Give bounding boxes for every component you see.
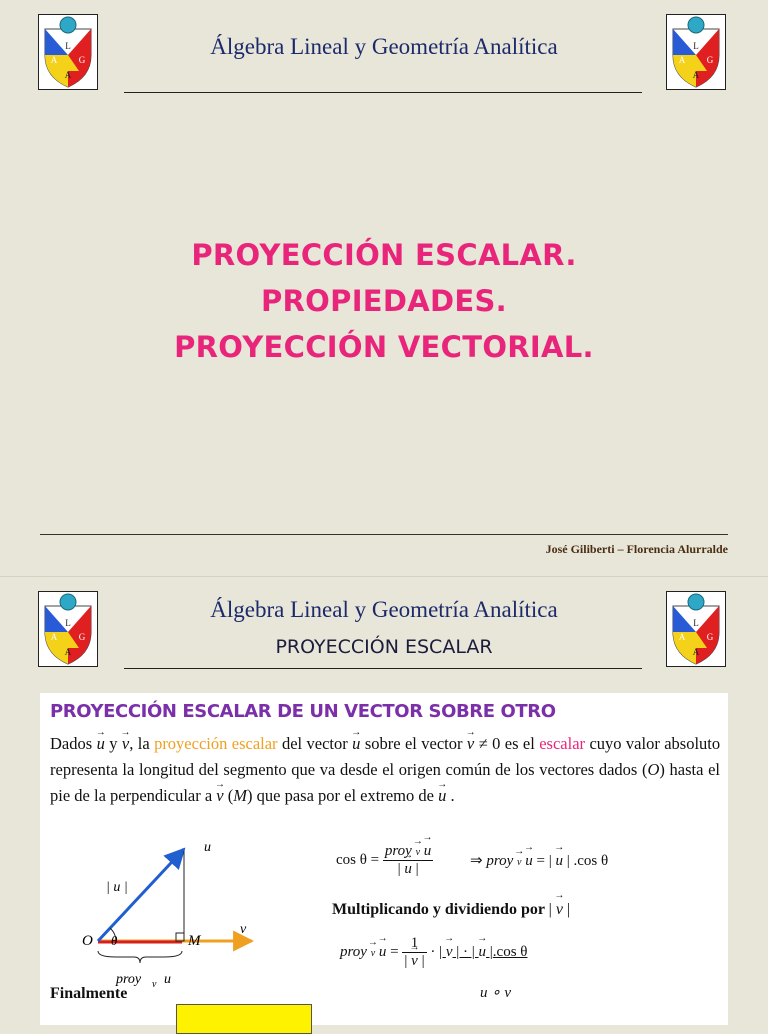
- proy-text: proy: [486, 853, 514, 869]
- vector-u-arrow: [98, 849, 184, 941]
- fraction: $\frac{\text{proy → v → u}}{| \to u |}$: [383, 843, 433, 878]
- result-highlight-box: [176, 1004, 312, 1034]
- projection-diagram: [76, 839, 306, 999]
- formula-cos: [336, 843, 433, 878]
- para-text: sobre el vector: [364, 734, 463, 753]
- authors: José Giliberti – Florencia Alurralde: [545, 542, 728, 556]
- para-text: cuyo valor absoluto representa la longitud del segmento que va desde el origen común de los vectores dados (: [50, 734, 721, 779]
- vector-v: → v: [467, 731, 474, 757]
- not-zero-vector: ≠ 0: [478, 734, 501, 753]
- v-label: v: [240, 922, 247, 937]
- proy-label: proy: [116, 972, 142, 987]
- logo-letter-a1: A: [678, 632, 686, 642]
- vector-v: → v: [216, 783, 223, 809]
- cos-theta-text: cos θ =: [336, 851, 380, 868]
- cos-theta-text: .cos θ: [492, 943, 528, 960]
- university-logo-left: [38, 591, 98, 667]
- para-text: ) que pasa por el extremo de: [247, 786, 434, 805]
- dot-product-label: u ∘ v: [480, 985, 512, 1001]
- formula-expanded: proy → v → u = $\frac{1}{| \to v |}$ · | → v | · | → u |.cos θ: [340, 935, 527, 970]
- vector-u: → u: [555, 853, 563, 870]
- para-text: ) hasta el pie de la perpendicular a: [50, 760, 720, 805]
- implies-symbol: ⇒: [470, 853, 483, 869]
- logo-letter-a2: A: [64, 70, 72, 80]
- abs-u-label: | u |: [106, 880, 128, 895]
- course-title: Álgebra Lineal y Geometría Analítica: [210, 597, 558, 622]
- vector-u: → u: [352, 731, 360, 757]
- vector-u: → u: [379, 944, 387, 961]
- para-text: es el: [504, 734, 535, 753]
- para-text: .: [450, 786, 455, 805]
- header-divider: [124, 668, 642, 669]
- definition-paragraph: [50, 731, 720, 809]
- slide-scalar-projection: [0, 576, 768, 1024]
- dot-symbol: ·: [430, 943, 436, 960]
- vector-u: → u: [97, 731, 105, 757]
- numerator-one: 1: [402, 935, 426, 953]
- para-text: del vector: [281, 734, 348, 753]
- section-title: PROYECCIÓN ESCALAR DE UN VECTOR SOBRE OTRO: [50, 701, 556, 722]
- crest-icon: [39, 592, 97, 666]
- u-label: u: [204, 840, 211, 855]
- university-logo-right: [666, 14, 726, 90]
- vector-u: → u: [525, 853, 533, 870]
- term-scalar-projection: proyección escalar: [154, 734, 278, 753]
- slide-subtitle: PROYECCIÓN ESCALAR: [275, 636, 493, 658]
- proy-text: proy: [384, 843, 412, 859]
- course-title: Álgebra Lineal y Geometría Analítica: [210, 34, 558, 59]
- logo-letter-a1: A: [50, 632, 58, 642]
- vector-u: → u: [479, 944, 487, 961]
- vector-v: → v: [371, 948, 375, 959]
- university-logo-left: [38, 14, 98, 90]
- vector-u: → u: [424, 843, 432, 860]
- crest-icon: [667, 592, 725, 666]
- foot-symbol: M: [233, 786, 247, 805]
- para-text: , la: [129, 734, 150, 753]
- logo-letter-g: G: [706, 632, 714, 642]
- proy-u: u: [164, 972, 171, 987]
- logo-letter-l: L: [65, 41, 71, 51]
- footer-divider: [40, 534, 728, 535]
- vector-v: → v: [416, 847, 420, 858]
- logo-letter-l: L: [65, 618, 71, 628]
- title-line-3: PROYECCIÓN VECTORIAL.: [174, 330, 594, 364]
- vector-v: → v: [517, 857, 521, 868]
- logo-letter-l: L: [693, 41, 699, 51]
- logo-letter-l: L: [693, 618, 699, 628]
- vector-v: → v: [446, 944, 453, 961]
- multiply-label: Multiplicando y dividiendo por: [332, 901, 545, 918]
- logo-letter-a2: A: [692, 647, 700, 657]
- formula-proy: ⇒ proy → v → u = | → u | .cos θ: [470, 851, 608, 870]
- logo-letter-g: G: [706, 55, 714, 65]
- vector-u: → u: [438, 783, 446, 809]
- logo-letter-a1: A: [50, 55, 58, 65]
- term-scalar: escalar: [539, 734, 586, 753]
- vector-v: → v: [122, 731, 129, 757]
- origin-symbol: O: [647, 760, 660, 779]
- slide-main-title: [0, 232, 768, 370]
- finally-label: Finalmente: [50, 985, 128, 1002]
- angle-label: θ: [111, 933, 118, 948]
- para-text: (: [227, 786, 234, 805]
- crest-icon: [39, 15, 97, 89]
- para-text: y: [109, 734, 118, 753]
- crest-icon: [667, 15, 725, 89]
- multiply-text: Multiplicando y dividiendo por | → v |: [332, 901, 570, 919]
- title-line-1: PROYECCIÓN ESCALAR.: [191, 238, 577, 272]
- logo-letter-g: G: [78, 55, 86, 65]
- cos-theta-text: .cos θ: [573, 853, 609, 869]
- logo-letter-a1: A: [678, 55, 686, 65]
- university-logo-right: [666, 591, 726, 667]
- vector-v: → v: [411, 953, 418, 970]
- foot-label: M: [188, 933, 201, 949]
- vector-u: → u: [404, 861, 412, 878]
- logo-letter-g: G: [78, 632, 86, 642]
- para-text: Dados: [50, 734, 93, 753]
- header-divider: [124, 92, 642, 93]
- logo-letter-a2: A: [64, 647, 72, 657]
- content-panel: [40, 693, 728, 1025]
- origin-label: O: [82, 933, 93, 949]
- title-line-2: PROPIEDADES.: [261, 284, 507, 318]
- proy-subscript-v: v: [152, 979, 157, 990]
- fraction: $\frac{1}{| \to v |}$: [402, 935, 426, 970]
- projection-brace: [98, 951, 182, 963]
- vector-v: → v: [556, 901, 563, 919]
- proy-text: proy: [340, 943, 367, 960]
- logo-letter-a2: A: [692, 70, 700, 80]
